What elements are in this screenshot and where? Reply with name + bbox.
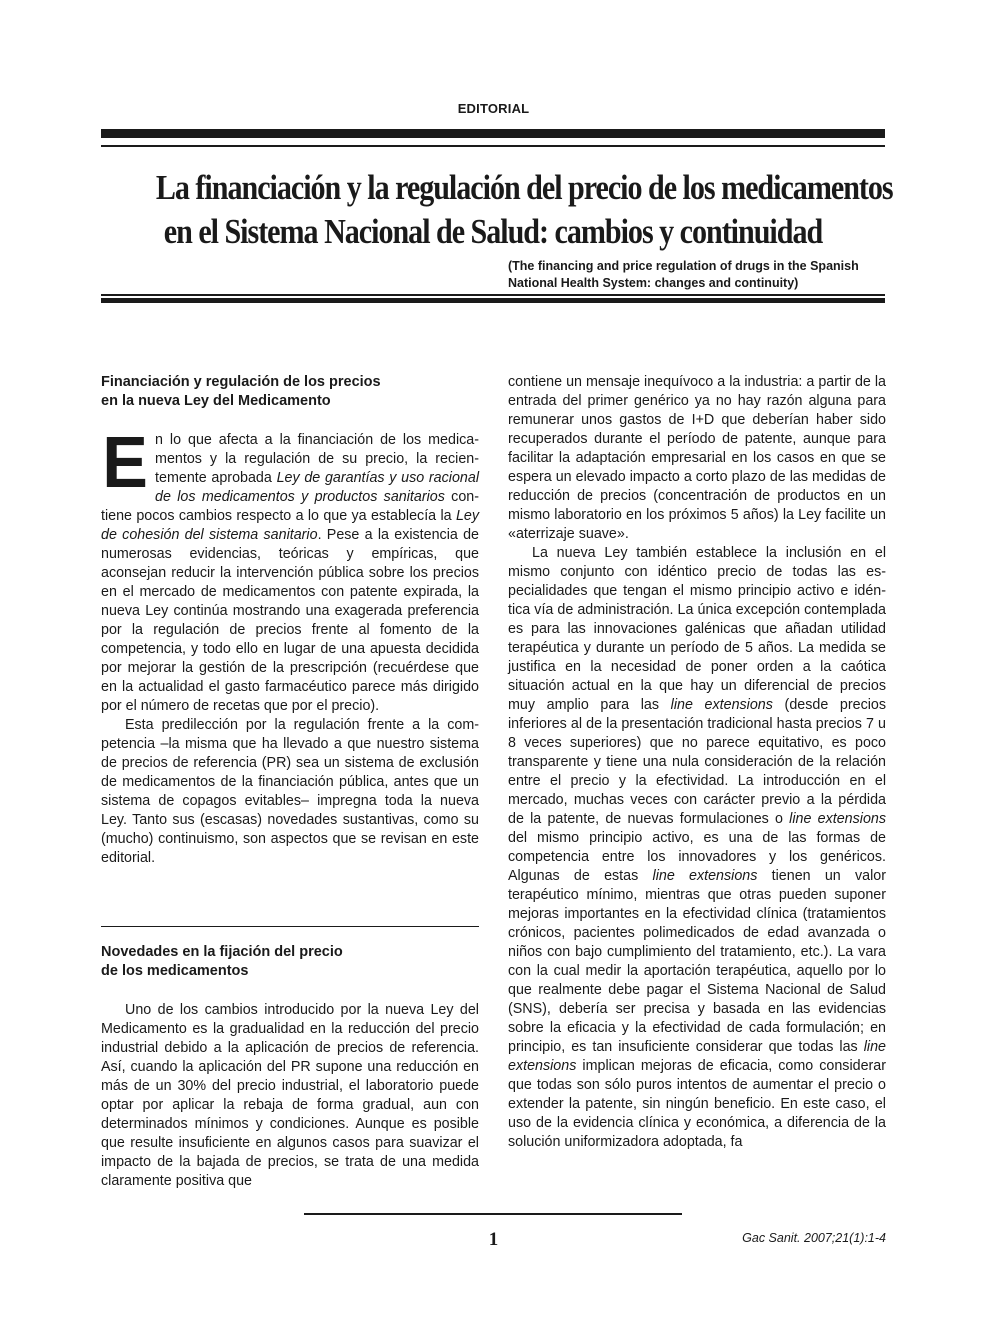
new-law-text-e: del mismo principio activo, es una de las formas de competencia entre los innovadores y los genéricos. Algunas de estas: [508, 830, 886, 884]
header-rule-thick: [101, 129, 885, 138]
heading-2-line-1: Novedades en la fijación del precio: [101, 944, 343, 960]
section-label: EDITORIAL: [457, 101, 530, 116]
section-heading-1: [101, 373, 479, 411]
title-line-2: en el Sistema Nacional de Salud: cambios y continuidad: [163, 212, 823, 251]
title-rule-thin: [101, 294, 885, 296]
new-law-text-c: (desde precios inferiores al de la presentación tradicional hasta precios 7 u 8 veces superiores) que no parece equitativo, es poco transparente y tiene una nula consideración de la relación entre el precio y la efectividad. La introducción en el mercado, muchas veces con carácter previo a la pérdida de la patente, de nuevas formulaciones o: [508, 697, 887, 827]
footer-rule: [304, 1213, 682, 1215]
intro-text-c: contiene pocos cambios respecto a lo que ya establecía la: [101, 489, 479, 524]
intro-text-a: n lo que afecta a la financiación de los medicamentos y la regulación de su precio, la recientemente aprobada: [155, 432, 479, 486]
paragraph-message: contiene un mensaje inequívoco a la industria: a partir de la entrada del primer genérico ya no hay razón alguna para remunerar unos gastos de I+D que deberían haber sido recuperados durante el período de patente, aunque para facilitar la adaptación empresarial en los casos en que se espera un elevado impacto a corto plazo de las medidas de reducción de precios (concentración de productos en un mismo laboratorio en los próximos 5 años) la Ley facilite un «aterrizaje suave».: [508, 374, 886, 542]
paragraph-intro: [101, 423, 479, 716]
heading-2-line-2: de los medicamentos: [101, 963, 249, 979]
section-divider: [101, 926, 479, 927]
new-law-text-i: implican mejoras de eficacia, como considerar que todas son sólo puros intentos de aumentar el precio o extender la patente, sin ningún beneficio. En este caso, el uso de la evidencia clínica y económica, a diferencia de la solución uniformizadora adoptada, fa: [508, 1058, 886, 1150]
cohesion-law-italic: Ley de cohesión del sistema sanitario: [101, 508, 479, 543]
drop-cap: E: [102, 423, 148, 503]
title-rule-thick: [101, 298, 885, 303]
new-law-text-a: La nueva Ley también establece la inclusión en el mismo conjunto con idéntico precio de todas las especialidades que tengan el mismo principio activo e idéntica vía de administración. La única excepción contemplada es para las innovaciones galénicas que añadan utilidad terapéutica y durante un período de 5 años. La medida se justifica en la necesidad de poner orden a la caótica situación actual en la que hay un diferencial de precios muy amplio para las: [508, 545, 886, 713]
subtitle-line-2: National Health System: changes and continuity): [508, 276, 799, 290]
line-extensions-italic-3: line extensions: [652, 868, 758, 884]
heading-1-line-1: Financiación y regulación de los precios: [101, 374, 381, 390]
title-line-1: La financiación y la regulación del precio de los medicamentos: [155, 168, 893, 207]
paragraph-gradual: Uno de los cambios introducido por la nueva Ley del Medicamento es la gradualidad en la reducción del precio industrial debido a la aplicación de precios de referencia. Así, cuando la aplicación del PR supone una reducción en más de un 30% del precio industrial, el laboratorio puede optar por aplicar la rebaja de forma gradual, aun con determinados mínimos y condiciones. Aunque es posible que resulte insuficiente en algunos casos para suavizar el impacto de la bajada de precios, se trata de una medida claramente positiva que: [101, 1002, 479, 1189]
subtitle-line-1: (The financing and price regulation of drugs in the Spanish: [508, 259, 859, 273]
page-number: 1: [488, 1229, 499, 1250]
line-extensions-italic-4: line extensions: [508, 1039, 886, 1074]
paragraph-new-law: [508, 544, 886, 1152]
journal-reference: Gac Sanit. 2007;21(1):1-4: [742, 1231, 886, 1245]
section-heading-2: [101, 943, 479, 981]
article-title: [155, 166, 893, 254]
line-extensions-italic-1: line extensions: [670, 697, 773, 713]
law-title-italic: Ley de garantías y uso racional de los medicamentos y productos sanitarios: [155, 470, 479, 505]
article-subtitle: [508, 258, 888, 292]
right-column: [508, 373, 886, 1152]
heading-1-line-2: en la nueva Ley del Medicamento: [101, 393, 331, 409]
left-column-bottom: [101, 943, 479, 1191]
new-law-text-g: tienen un valor terapéutico mínimo, mientras que otras pueden suponer mejoras importantes en la efectividad clínica (tratamientos crónicos, pacientes polimedicados de edad avanzada o niños con bajo cumplimiento del tratamiento, etc.). La vara con la cual medir la aportación terapéutica, aquello por lo que realmente debe pagar el Sistema Nacional de Salud (SNS), debería ser precisa y basada en las evidencias sobre la eficacia y la efectividad de cada formulación; en principio, es tan insuficiente considerar que todas las: [508, 868, 887, 1055]
left-column-top: [101, 373, 479, 868]
header-rule-thin: [101, 145, 885, 147]
line-extensions-italic-2: line extensions: [789, 811, 886, 827]
intro-text-e: . Pese a la existencia de numerosas evidencias, teóricas y empíricas, que aconsejan reducir la intervención pública sobre los precios en el mercado de medicamentos con patente expirada, la nueva Ley continúa mostrando una exagerada preferencia por la regulación de precios frente al fomento de la competencia, y todo ello en lugar de una apuesta decidida por mejorar la gestión de la prescripción (recuérdese que en la actualidad el gasto farmacéutico parece más dirigido por el número de recetas que por el precio).: [101, 527, 479, 714]
paragraph-predilection: Esta predilección por la regulación frente a la competencia –la misma que ha llevado a que nuestro sistema de precios de referencia (PR) sea un sistema de exclusión de medicamentos de la financiación pública, antes que un sistema de copagos evitables– impregna toda la nueva Ley. Tanto sus (escasas) novedades sustantivas, como su (mucho) continuismo, son aspectos que se revisan en este editorial.: [101, 717, 479, 866]
